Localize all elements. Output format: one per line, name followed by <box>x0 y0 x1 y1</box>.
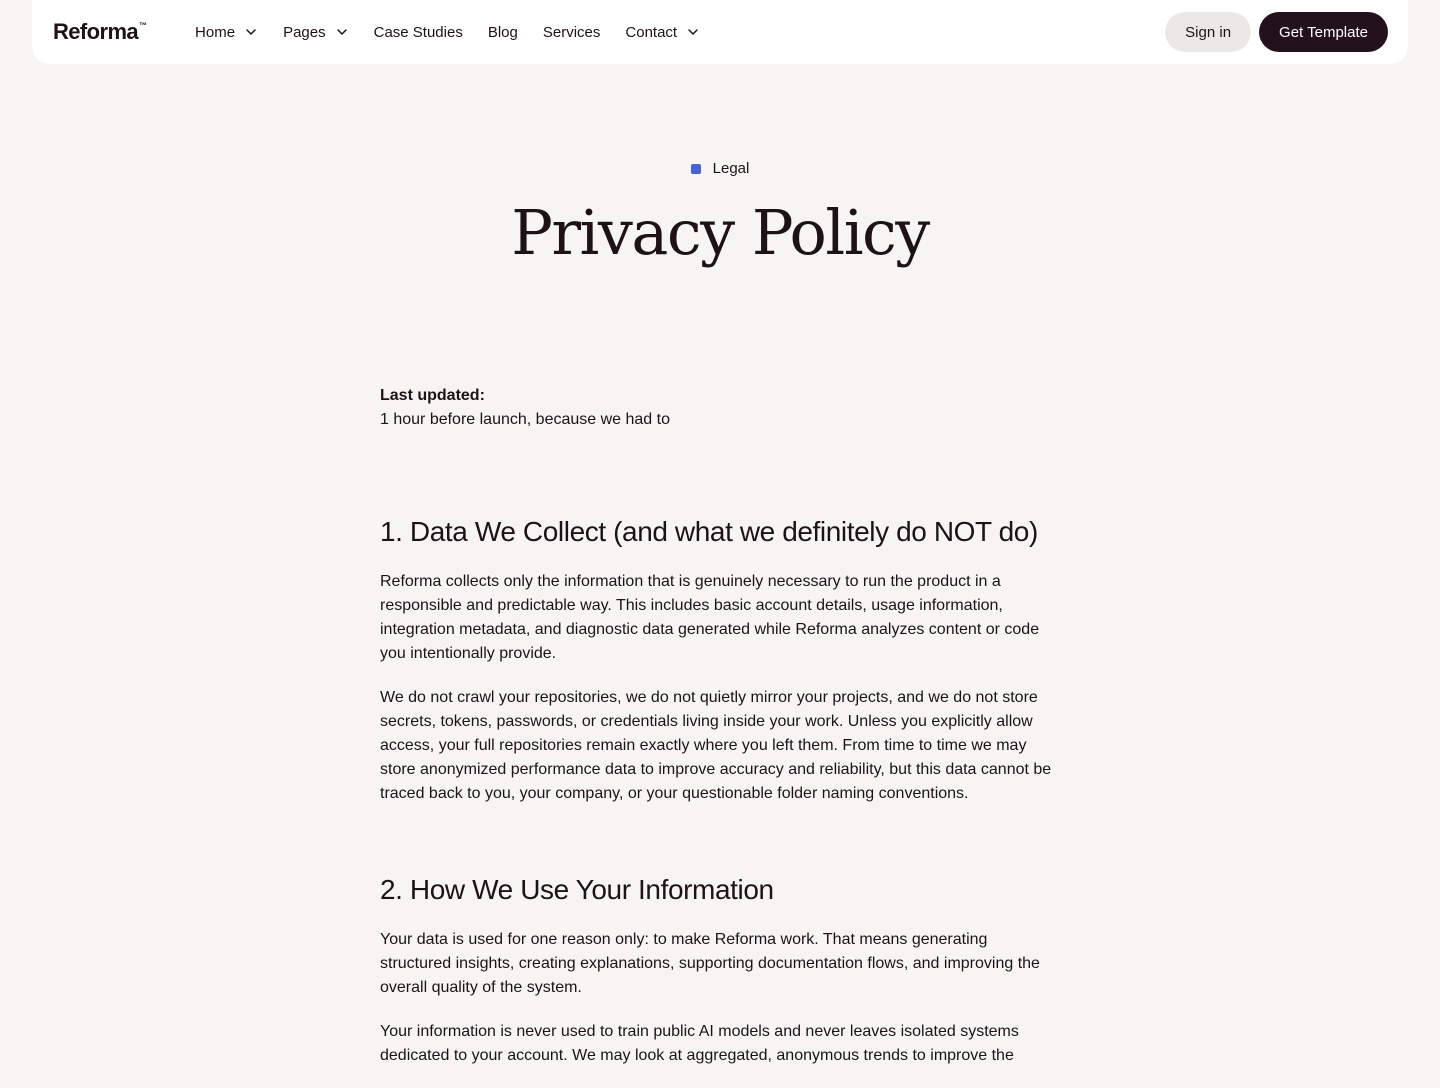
nav-item-home[interactable] <box>195 24 258 41</box>
trademark-mark: ™ <box>139 21 148 30</box>
chevron-down-icon <box>686 25 700 39</box>
page-header <box>0 160 1440 267</box>
brand-logo[interactable] <box>53 21 147 43</box>
policy-content <box>380 384 1060 1088</box>
nav-item-case-studies[interactable] <box>374 24 463 41</box>
section-paragraph: Your information is never used to train public AI models and never leaves isolated systems dedicated to your account. We may look at aggregated, anonymous trends to improve the <box>380 1023 1019 1064</box>
nav-item-label: Case Studies <box>373 23 463 41</box>
section-title: 1. Data We Collect (and what we definitely do NOT do) <box>380 516 1038 547</box>
category-tag <box>691 160 750 177</box>
section-paragraph: Reforma collects only the information that is genuinely necessary to run the product in a responsible and predictable way. This includes basic account details, usage information, integration metadata, and diagnostic data generated while Reforma analyzes content or code you intentionally provide. <box>380 573 1040 662</box>
chevron-down-icon <box>335 25 349 39</box>
nav-item-label: Contact <box>625 23 678 41</box>
nav-item-label: Home <box>195 23 236 41</box>
section-title: 2. How We Use Your Information <box>380 874 774 905</box>
get-template-button[interactable]: Get Template <box>1259 12 1388 52</box>
nav-item-label: Blog <box>487 23 518 41</box>
section-paragraph: We do not crawl your repositories, we do not quietly mirror your projects, and we do not store secrets, tokens, passwords, or credentials living inside your work. Unless you explicitly allow access, your full repositories remain exactly where you left them. From time to time we may store anonymized performance data to improve accuracy and reliability, but this data cannot be traced back to you, your company, or your questionable folder naming conventions. <box>380 689 1052 802</box>
category-tag-label: Legal <box>712 160 750 177</box>
section-paragraph: Your data is used for one reason only: to make Reforma work. That means generating structured insights, creating explanations, supporting documentation flows, and improving the overall quality of the system. <box>380 931 1040 996</box>
nav-item-label: Services <box>542 23 601 41</box>
main-nav <box>195 24 725 41</box>
nav-item-services[interactable] <box>543 24 601 41</box>
sign-in-button[interactable]: Sign in <box>1165 12 1251 52</box>
nav-item-label: Pages <box>283 23 326 41</box>
top-navbar <box>32 0 1408 64</box>
nav-item-blog[interactable] <box>488 24 518 41</box>
square-bullet-icon <box>691 164 701 174</box>
nav-item-pages[interactable] <box>283 24 349 41</box>
brand-name: Reforma <box>53 19 139 44</box>
last-updated-label: Last updated: <box>380 387 485 404</box>
last-updated-value: 1 hour before launch, because we had to <box>380 411 670 428</box>
chevron-down-icon <box>244 25 258 39</box>
nav-actions <box>1165 12 1388 52</box>
page-title: Privacy Policy <box>511 195 929 269</box>
nav-item-contact[interactable] <box>625 24 700 41</box>
